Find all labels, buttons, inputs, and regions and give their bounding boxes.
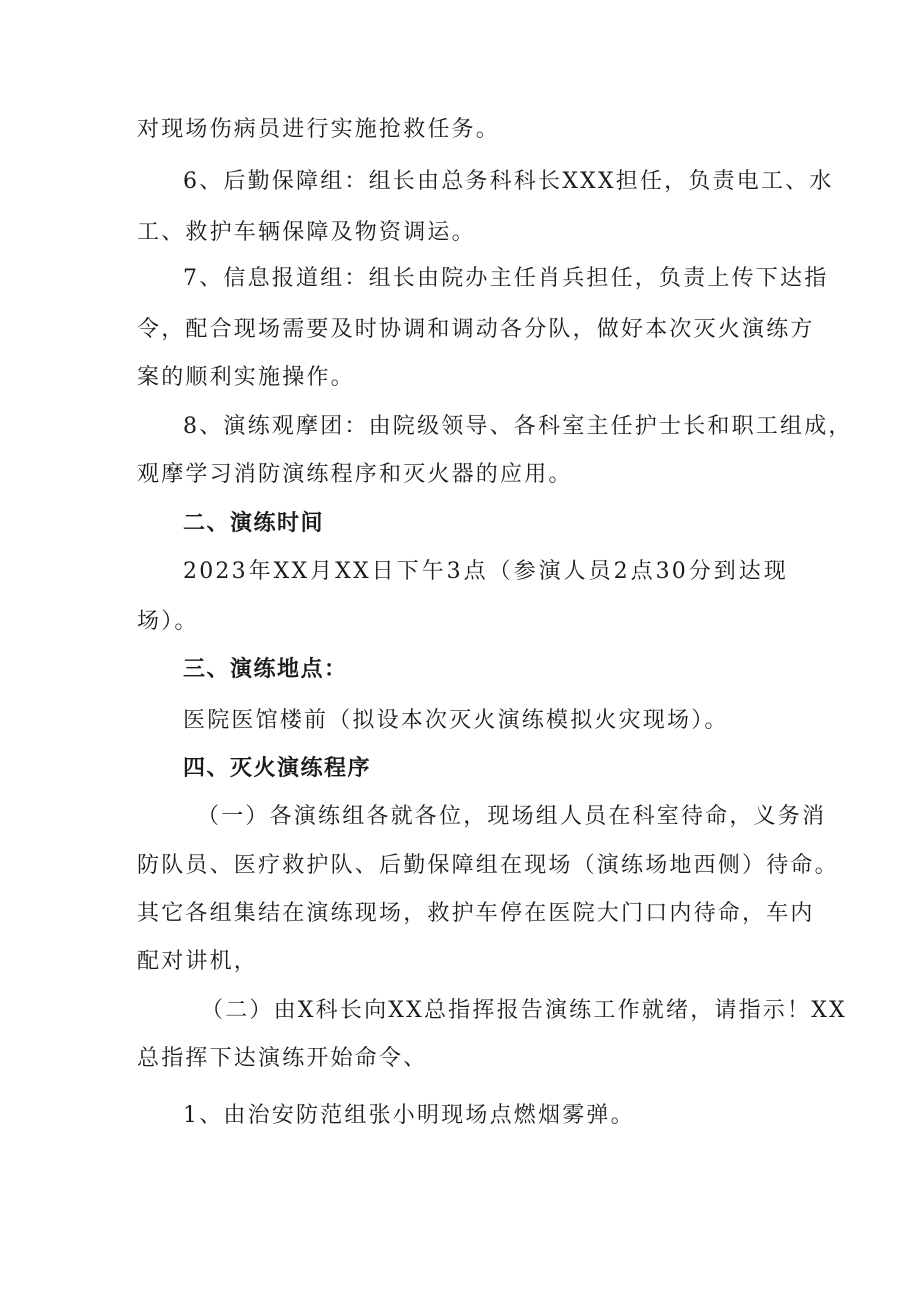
text-line: 6、后勤保障组：组长由总务科科长XXX担任，负责电工、水	[183, 169, 834, 194]
text-line: 对现场伤病员进行实施抢救任务。	[137, 117, 501, 142]
text-line: 2023年XX月XX日下午3点（参演人员2点30分到达现	[183, 559, 788, 584]
text-line: 案的顺利实施操作。	[137, 365, 355, 390]
text-line: 8、演练观摩团：由院级领导、各科室主任护士长和职工组成，	[183, 414, 853, 439]
text-line: 观摩学习消防演练程序和灭火器的应用。	[137, 462, 573, 487]
text-line: 工、救护车辆保障及物资调运。	[137, 220, 476, 245]
text-line: 7、信息报道组：组长由院办主任肖兵担任，负责上传下达指	[183, 266, 829, 291]
text-line: 配对讲机，	[137, 949, 259, 974]
text-line: 1、由治安防范组张小明现场点燃烟雾弹。	[183, 1103, 635, 1128]
text-line: 场）。	[137, 609, 199, 634]
text-line: （二）由X科长向XX总指挥报告演练工作就绪，请指示！XX	[201, 998, 847, 1023]
section-heading: 四、灭火演练程序	[183, 756, 372, 781]
section-heading: 三、演练地点：	[183, 657, 348, 682]
section-heading: 二、演练时间	[183, 511, 325, 536]
text-line: 其它各组集结在演练现场，救护车停在医院大门口内待命，车内	[137, 901, 815, 926]
text-line: 令，配合现场需要及时协调和调动各分队，做好本次灭火演练方	[137, 317, 815, 342]
text-line: 防队员、医疗救护队、后勤保障组在现场（演练场地西侧）待命。	[137, 853, 839, 878]
text-line: 总指挥下达演练开始命令、	[137, 1046, 428, 1071]
text-line: （一）各演练组各就各位，现场组人员在科室待命，义务消	[197, 804, 827, 829]
text-line: 医院医馆楼前（拟设本次灭火演练模拟火灾现场）。	[183, 708, 729, 733]
